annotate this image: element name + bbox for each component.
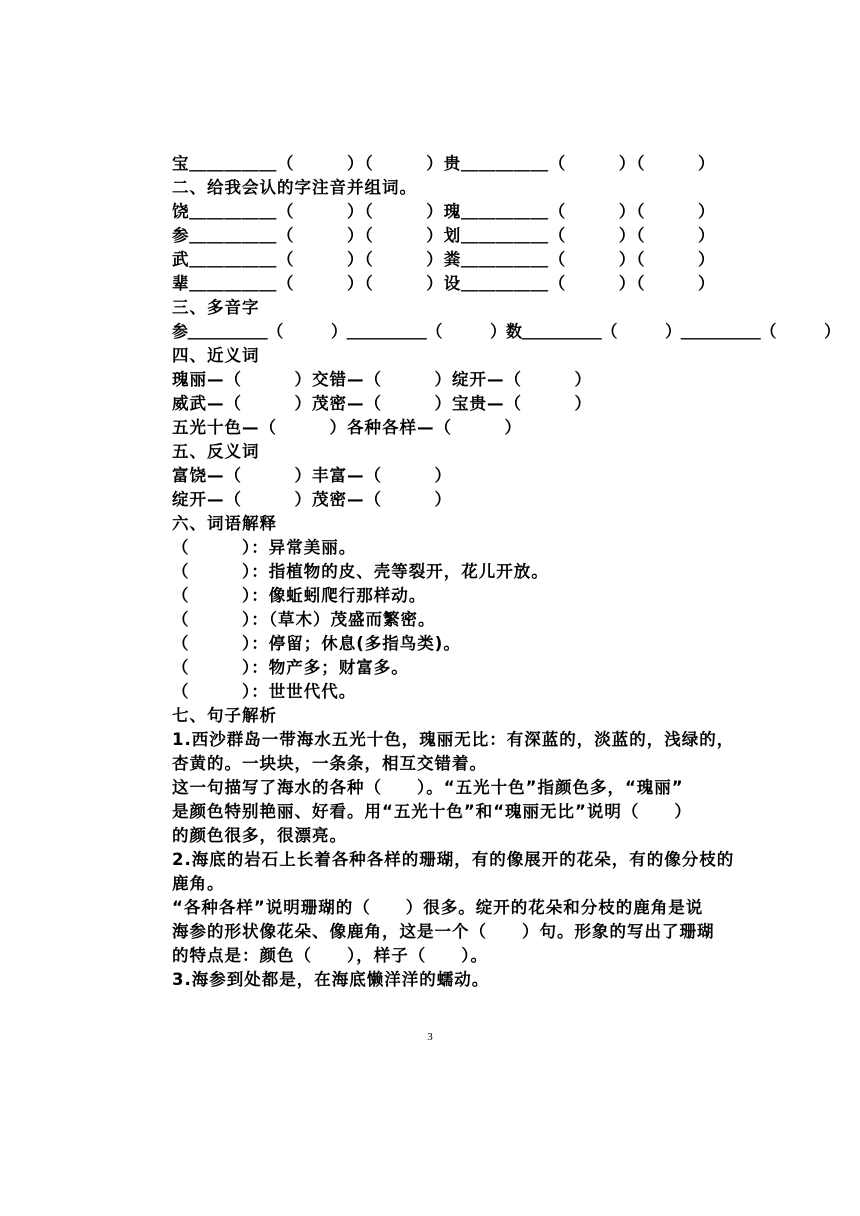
text-line: 鹿角。: [172, 874, 225, 893]
section-heading: 五、反义词: [172, 442, 260, 461]
text-line: “各种各样”说明珊瑚的（ ）很多。绽开的花朵和分枝的鹿角是说: [172, 898, 704, 917]
text-line: 海参的形状像花朵、像鹿角，这是一个（ ）句。形象的写出了珊瑚: [172, 922, 715, 941]
text-line: 富饶—（ ）丰富—（ ）: [172, 466, 452, 485]
text-line: （ ）：世世代代。: [172, 682, 357, 701]
text-line: （ ）：物产多；财富多。: [172, 658, 409, 677]
section-heading: 二、给我会认的字注音并组词。: [172, 178, 417, 197]
text-line: 饶＿＿＿＿＿（ ）（ ）瑰＿＿＿＿＿（ ）（ ）: [172, 202, 716, 221]
text-line: 的颜色很多，很漂亮。: [172, 826, 347, 845]
text-line: 威武—（ ）茂密—（ ）宝贵—（ ）: [172, 394, 592, 413]
text-line: 这一句描写了海水的各种（ ）。“五光十色”指颜色多，“瑰丽”: [172, 778, 684, 797]
section-heading: 三、多音字: [172, 298, 260, 317]
text-line: 是颜色特别艳丽、好看。用“五光十色”和“瑰丽无比”说明（ ）: [172, 802, 692, 821]
text-line: 3.海参到处都是，在海底懒洋洋的蠕动。: [172, 970, 490, 989]
text-line: 瑰丽—（ ）交错—（ ）绽开—（ ）: [172, 370, 592, 389]
text-line: 宝＿＿＿＿＿（ ）（ ）贵＿＿＿＿＿（ ）（ ）: [172, 154, 716, 173]
text-line: 绽开—（ ）茂密—（ ）: [172, 490, 452, 509]
text-line: 辈＿＿＿＿＿（ ）（ ）设＿＿＿＿＿（ ）（ ）: [172, 274, 716, 293]
section-heading: 七、句子解析: [172, 706, 277, 725]
section-heading: 四、近义词: [172, 346, 260, 365]
text-line: （ ）：像蚯蚓爬行那样动。: [172, 586, 427, 605]
text-line: 参＿＿＿＿＿（ ）＿＿＿＿＿（ ）数＿＿＿＿＿（ ）＿＿＿＿＿（ ）: [172, 322, 841, 341]
text-line: （ ）：异常美丽。: [172, 538, 357, 557]
text-line: （ ）：指植物的皮、壳等裂开，花儿开放。: [172, 562, 549, 581]
text-line: 五光十色—（ ）各种各样—（ ）: [172, 418, 522, 437]
section-heading: 六、词语解释: [172, 514, 277, 533]
page-number: 3: [427, 1031, 433, 1043]
text-line: 武＿＿＿＿＿（ ）（ ）粪＿＿＿＿＿（ ）（ ）: [172, 250, 716, 269]
text-line: 2.海底的岩石上长着各种各样的珊瑚，有的像展开的花朵，有的像分枝的: [172, 850, 735, 869]
text-line: 的特点是：颜色（ ），样子（ ）。: [172, 946, 488, 965]
text-line: 1.西沙群岛一带海水五光十色，瑰丽无比：有深蓝的，淡蓝的，浅绿的，: [172, 730, 735, 749]
text-line: 杏黄的。一块块，一条条，相互交错着。: [172, 754, 487, 773]
text-line: （ ）：（草木）茂盛而繁密。: [172, 610, 436, 629]
text-line: 参＿＿＿＿＿（ ）（ ）划＿＿＿＿＿（ ）（ ）: [172, 226, 716, 245]
text-line: （ ）：停留；休息(多指鸟类)。: [172, 634, 461, 653]
